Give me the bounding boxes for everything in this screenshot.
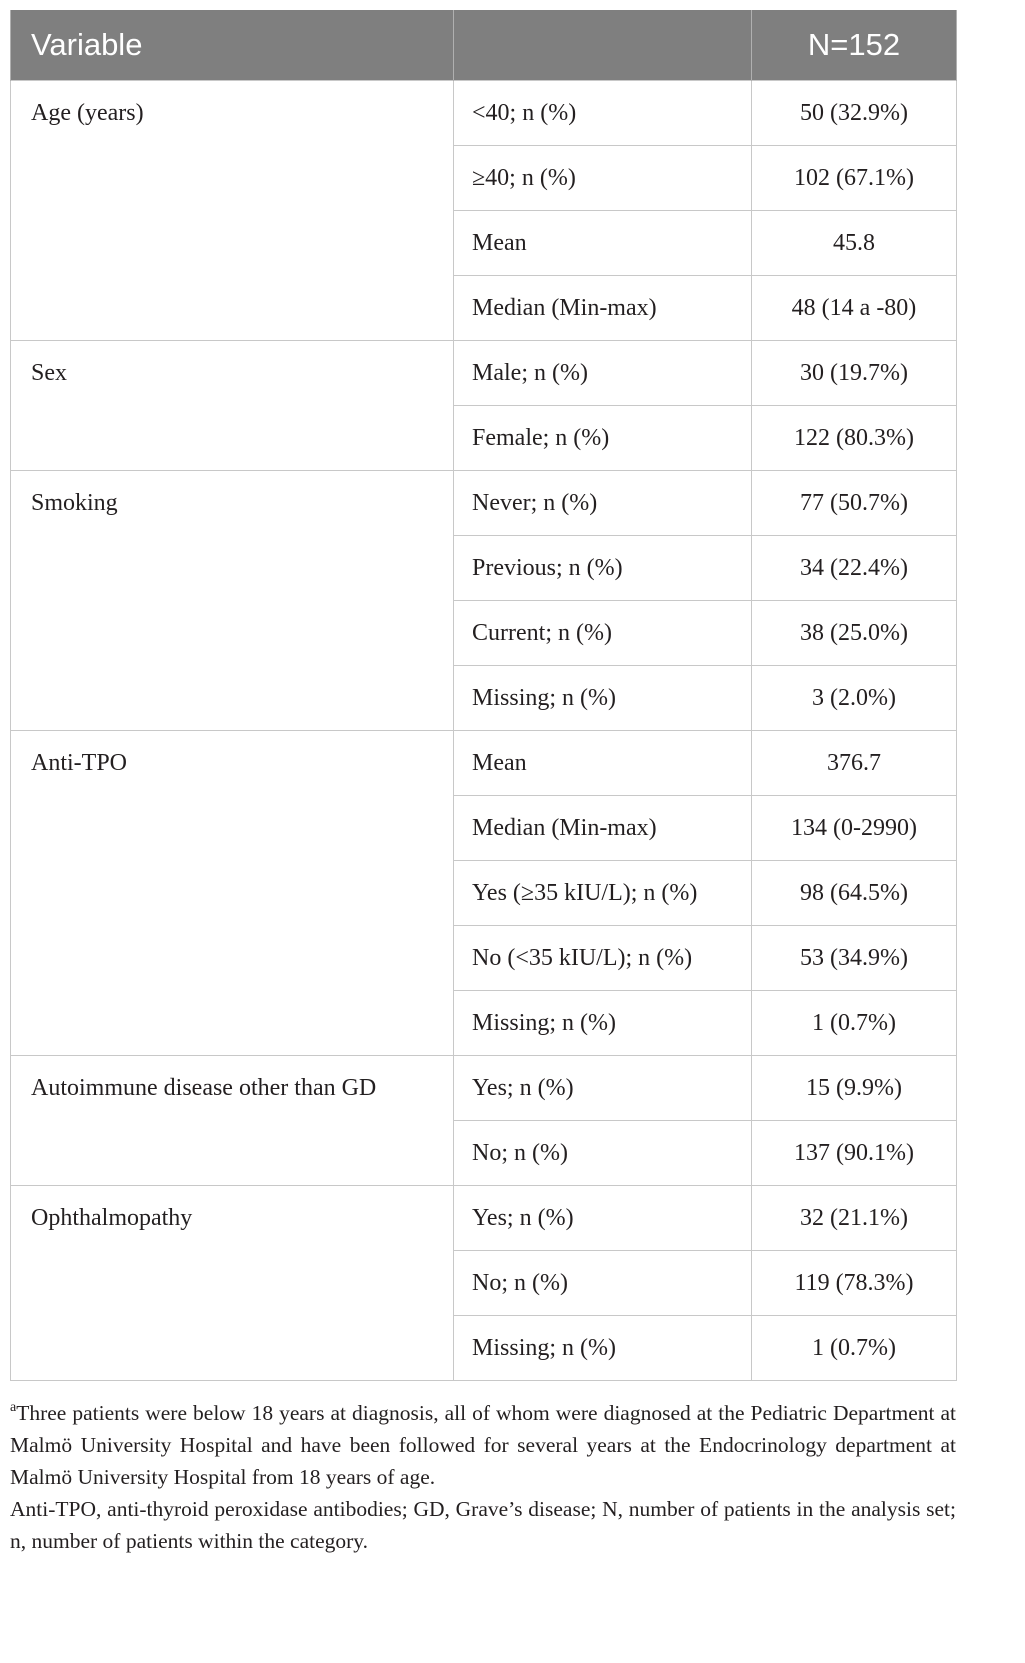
value-cell: 45.8 (752, 211, 957, 276)
category-cell: Mean (454, 731, 752, 796)
value-cell: 376.7 (752, 731, 957, 796)
value-cell: 38 (25.0%) (752, 601, 957, 666)
footnote-abbreviations: Anti-TPO, anti-thyroid peroxidase antibodies; GD, Grave’s disease; N, number of patients in the analysis set; n, number of patients within the category. (10, 1497, 956, 1553)
variable-cell: Sex (11, 341, 454, 471)
category-cell: Missing; n (%) (454, 991, 752, 1056)
table-header-row (11, 10, 957, 81)
category-cell: Yes; n (%) (454, 1186, 752, 1251)
value-cell: 48 (14 a -80) (752, 276, 957, 341)
table-row (11, 81, 957, 146)
category-cell: ≥40; n (%) (454, 146, 752, 211)
category-cell: Previous; n (%) (454, 536, 752, 601)
category-cell: Median (Min-max) (454, 796, 752, 861)
value-cell: 122 (80.3%) (752, 406, 957, 471)
table-row (11, 471, 957, 536)
category-cell: Yes; n (%) (454, 1056, 752, 1121)
value-cell: 3 (2.0%) (752, 666, 957, 731)
footnote-a-text: Three patients were below 18 years at diagnosis, all of whom were diagnosed at the Pediatric Department at Malmö University Hospital and have been followed for several years at the Endocrinology department at Malmö University Hospital from 18 years of age. (10, 1401, 956, 1489)
value-cell: 134 (0-2990) (752, 796, 957, 861)
category-cell: Male; n (%) (454, 341, 752, 406)
value-cell: 102 (67.1%) (752, 146, 957, 211)
table-footnotes (10, 1397, 956, 1557)
table-header (11, 10, 957, 81)
category-cell: Never; n (%) (454, 471, 752, 536)
category-cell: Female; n (%) (454, 406, 752, 471)
variable-cell: Autoimmune disease other than GD (11, 1056, 454, 1186)
value-cell: 119 (78.3%) (752, 1251, 957, 1316)
category-cell: No (<35 kIU/L); n (%) (454, 926, 752, 991)
category-cell: No; n (%) (454, 1251, 752, 1316)
value-cell: 98 (64.5%) (752, 861, 957, 926)
variable-cell: Smoking (11, 471, 454, 731)
table-row (11, 341, 957, 406)
table-row (11, 731, 957, 796)
value-cell: 34 (22.4%) (752, 536, 957, 601)
variable-cell: Anti-TPO (11, 731, 454, 1056)
variable-cell: Age (years) (11, 81, 454, 341)
value-cell: 77 (50.7%) (752, 471, 957, 536)
table-body (11, 81, 957, 1381)
variable-cell: Ophthalmopathy (11, 1186, 454, 1381)
header-category (454, 10, 752, 81)
value-cell: 1 (0.7%) (752, 991, 957, 1056)
value-cell: 32 (21.1%) (752, 1186, 957, 1251)
value-cell: 30 (19.7%) (752, 341, 957, 406)
value-cell: 50 (32.9%) (752, 81, 957, 146)
header-n-total: N=152 (752, 10, 957, 81)
value-cell: 15 (9.9%) (752, 1056, 957, 1121)
value-cell: 137 (90.1%) (752, 1121, 957, 1186)
demographics-table-container (10, 10, 956, 1381)
footnote-marker: a (10, 1400, 17, 1415)
category-cell: No; n (%) (454, 1121, 752, 1186)
demographics-table (10, 10, 957, 1381)
table-row (11, 1186, 957, 1251)
category-cell: Current; n (%) (454, 601, 752, 666)
value-cell: 1 (0.7%) (752, 1316, 957, 1381)
category-cell: Missing; n (%) (454, 666, 752, 731)
footnote-a (10, 1397, 956, 1493)
table-row (11, 1056, 957, 1121)
value-cell: 53 (34.9%) (752, 926, 957, 991)
category-cell: Missing; n (%) (454, 1316, 752, 1381)
category-cell: Yes (≥35 kIU/L); n (%) (454, 861, 752, 926)
category-cell: <40; n (%) (454, 81, 752, 146)
header-variable: Variable (11, 10, 454, 81)
category-cell: Median (Min-max) (454, 276, 752, 341)
category-cell: Mean (454, 211, 752, 276)
